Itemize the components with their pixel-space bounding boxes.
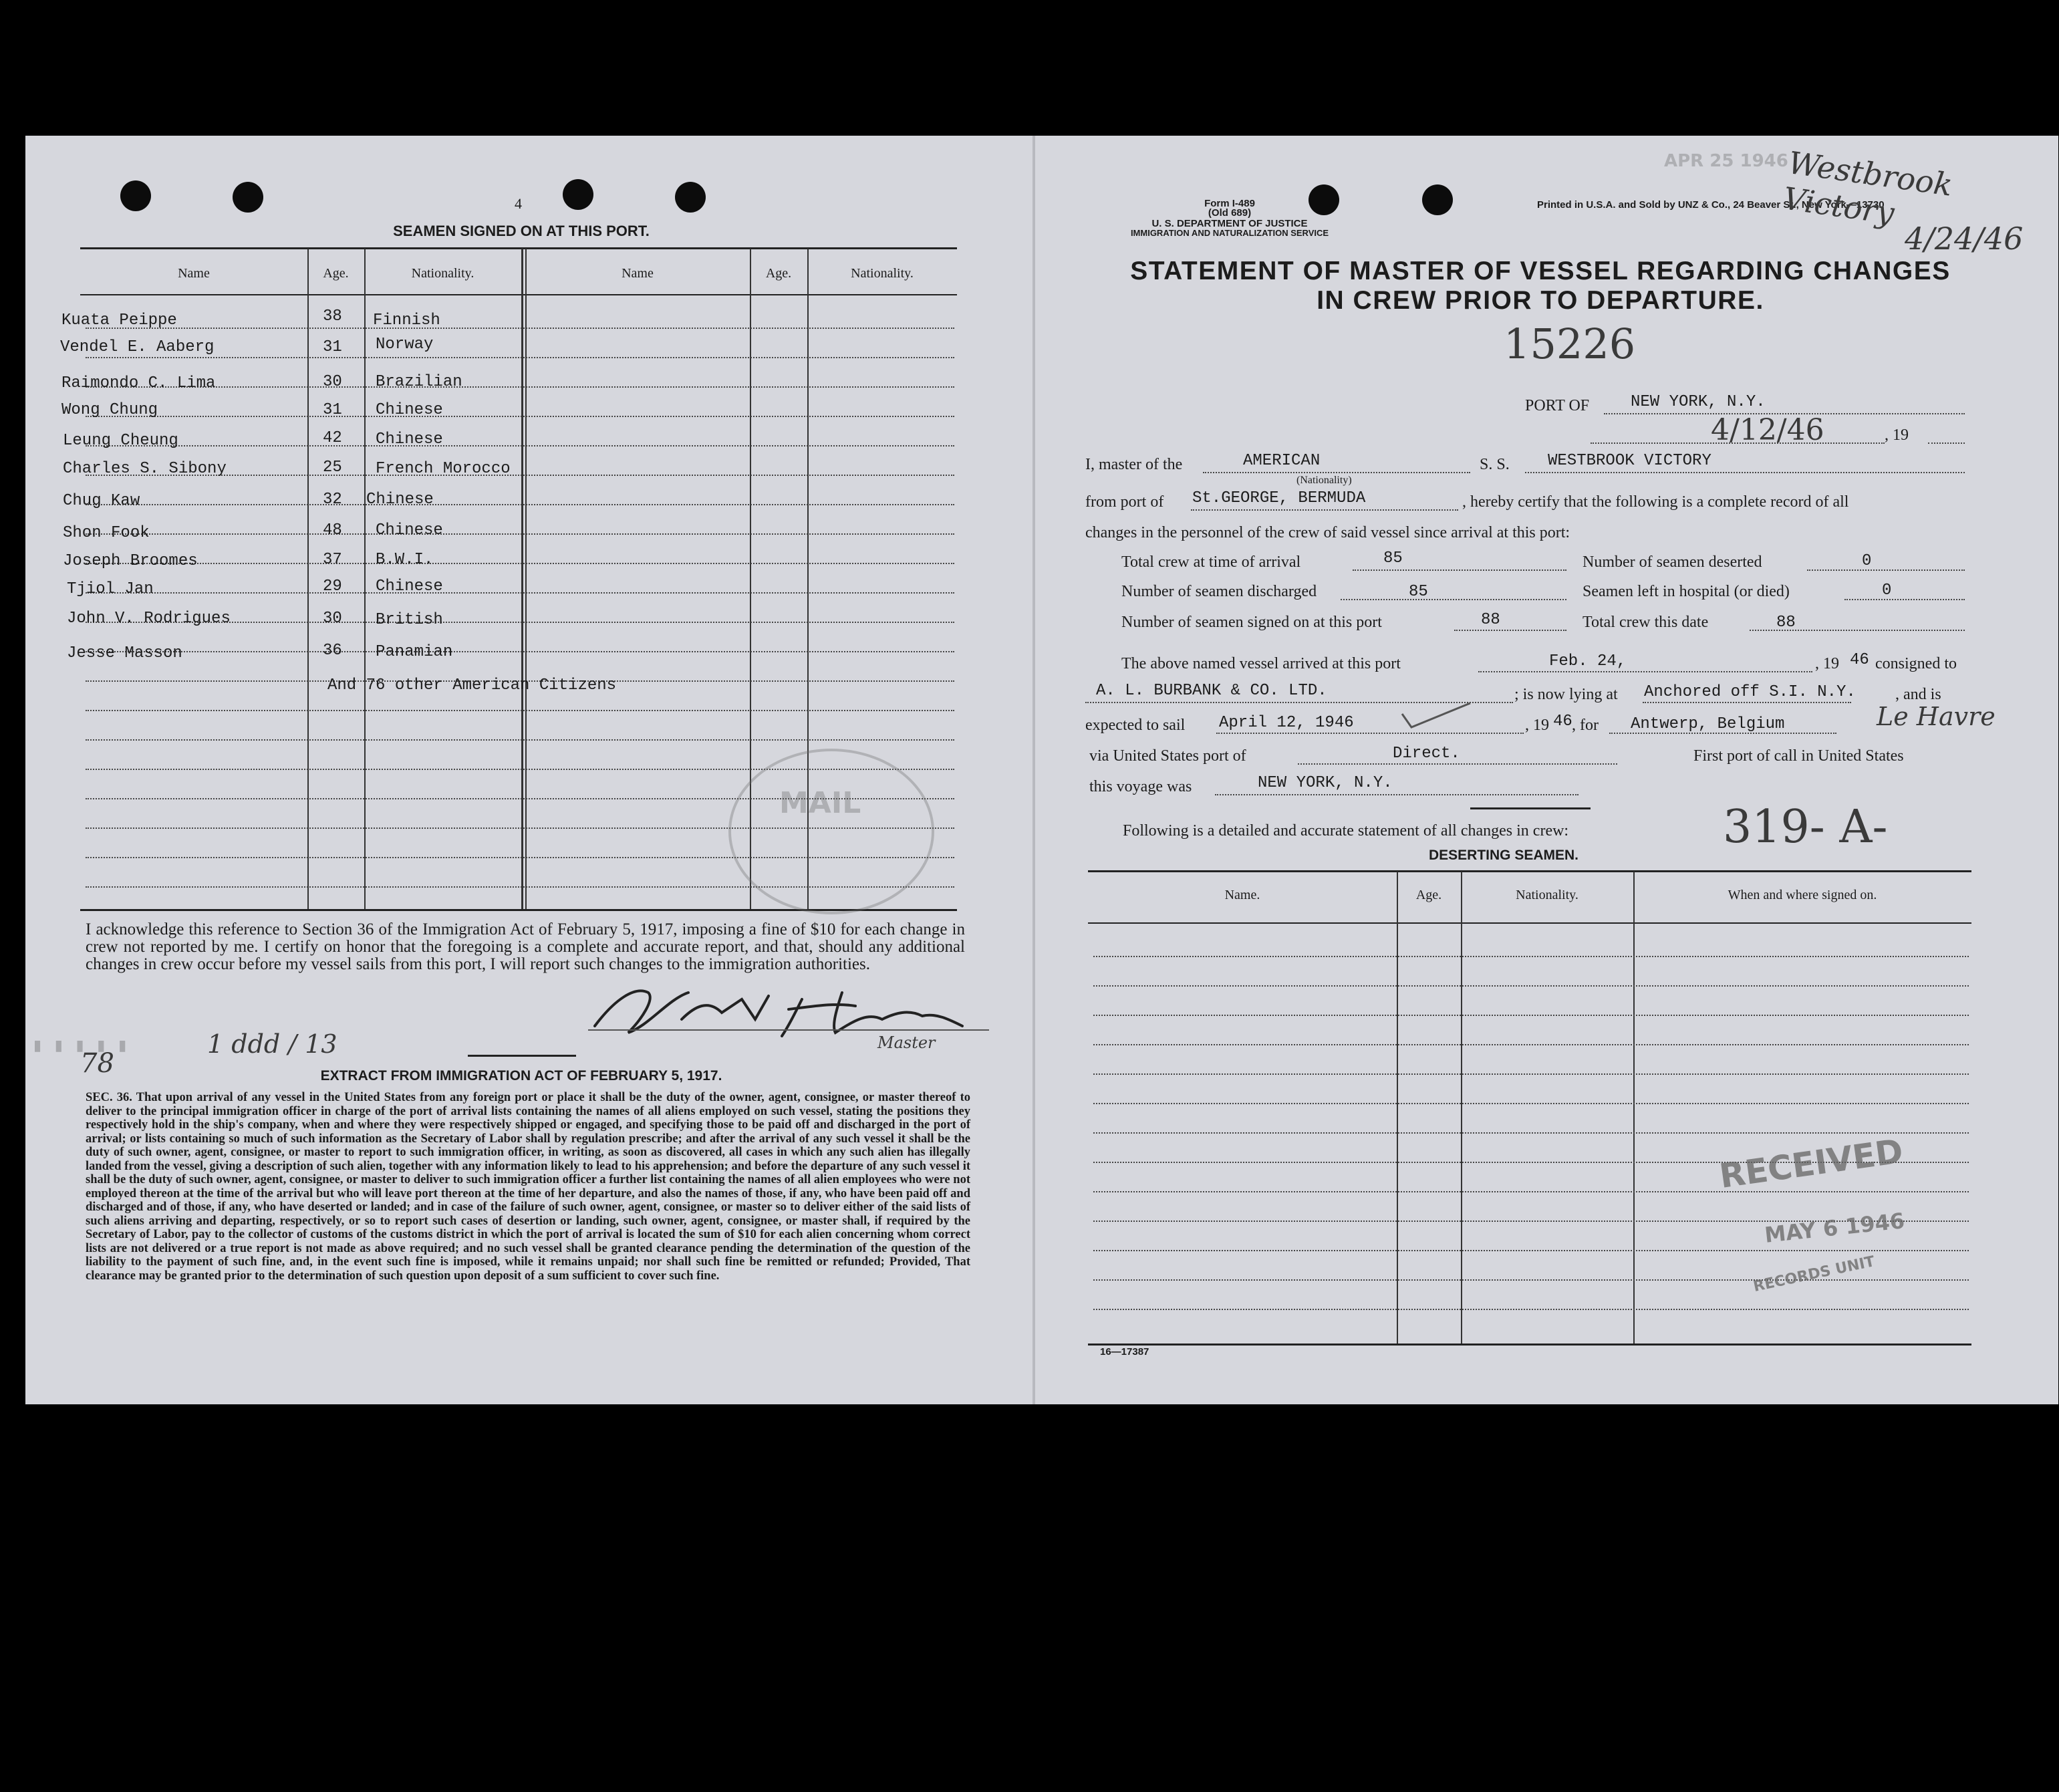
arrived-label: The above named vessel arrived at this port <box>1121 655 1401 672</box>
form-title-line2: IN CREW PRIOR TO DEPARTURE. <box>1317 286 1764 315</box>
crew-age: 48 <box>323 521 342 539</box>
port-label: PORT OF <box>1525 397 1590 414</box>
margin-handwritten-note-2: 78 <box>80 1048 114 1079</box>
crew-nationality: Chinese <box>376 578 443 596</box>
mail-stamp-text: MAIL <box>779 786 861 820</box>
signed-on-value: 88 <box>1481 611 1500 629</box>
extract-title: EXTRACT FROM IMMIGRATION ACT OF FEBRUARY 5, 1917. <box>320 1068 722 1083</box>
col-divider <box>521 249 523 909</box>
crew-name: John V. Rodrigues <box>67 610 231 628</box>
destination-value: Antwerp, Belgium <box>1631 715 1785 733</box>
acknowledgement-text: I acknowledge this reference to Section 36 of the Immigration Act of February 5, 1917, imposing a fine of $10 for each change in crew not reported by me. I certify on honor that the foregoing is a complete and accurate report, and that, should any additional changes in crew occur before my vessel sails from this port, I will report such changes to the immigration authorities. <box>86 920 965 973</box>
punch-hole <box>1422 184 1453 215</box>
crew-age: 36 <box>323 642 342 660</box>
desert-table-top <box>1088 870 1971 872</box>
desert-table-header-rule <box>1088 922 1971 924</box>
count-rule <box>1844 599 1965 600</box>
col-header-age: Age. <box>323 266 349 281</box>
extract-rule <box>468 1055 576 1057</box>
desert-col-age: Age. <box>1415 888 1442 902</box>
nationality-value: AMERICAN <box>1243 452 1321 470</box>
footer-code: 16—17387 <box>1100 1346 1149 1358</box>
margin-handwritten-note: 1 ddd / 13 <box>207 1029 337 1059</box>
crew-nationality: B.W.I. <box>376 551 434 569</box>
margin-stamp-fragment: ▮ ▮ ▮ ▮ ▮ <box>33 1037 131 1054</box>
punch-hole <box>233 182 263 213</box>
nationality-caption: (Nationality) <box>1296 475 1352 486</box>
page-fold <box>1033 136 1035 1404</box>
form-old-number: (Old 689) <box>1208 207 1252 219</box>
file-number: 15226 <box>1504 319 1636 368</box>
via-value: Direct. <box>1393 745 1460 763</box>
signature-rule <box>588 1029 989 1031</box>
col-header-name: Name <box>178 266 210 281</box>
ss-label: S. S. <box>1480 456 1510 473</box>
for-label: , for <box>1572 717 1599 734</box>
crew-nationality: Brazilian <box>376 373 462 391</box>
crew-nationality: Chinese <box>376 430 443 449</box>
nationality-rule <box>1203 472 1470 473</box>
count-rule <box>1454 630 1566 631</box>
department-name: U. S. DEPARTMENT OF JUSTICE <box>1151 218 1308 229</box>
date-suffix: , 19 <box>1885 426 1909 444</box>
changes-text: changes in the personnel of the crew of said vessel since arrival at this port: <box>1085 524 1570 541</box>
deserted-label: Number of seamen deserted <box>1583 553 1762 571</box>
vessel-name: WESTBROOK VICTORY <box>1548 452 1711 470</box>
received-stamp: RECEIVED <box>1717 1132 1906 1196</box>
mail-postmark-stamp <box>728 749 934 914</box>
crew-nationality: French Morocco <box>376 460 511 478</box>
desert-col-name: Name. <box>1224 888 1260 902</box>
following-text: Following is a detailed and accurate statement of all changes in crew: <box>1123 822 1569 840</box>
crew-name: Vendel E. Aaberg <box>60 338 215 356</box>
crew-age: 30 <box>323 373 342 391</box>
crew-age: 30 <box>323 610 342 628</box>
via-rule <box>1298 763 1617 765</box>
hospital-label: Seamen left in hospital (or died) <box>1583 583 1790 600</box>
table-header-rule <box>80 294 957 295</box>
and-is-label: , and is <box>1895 686 1941 703</box>
crew-age: 38 <box>323 307 342 326</box>
count-rule <box>1353 569 1566 571</box>
punch-hole <box>563 179 593 210</box>
col-header-name-2: Name <box>622 266 654 281</box>
crew-age: 37 <box>323 551 342 569</box>
from-port-label: from port of <box>1085 493 1164 511</box>
total-crew-date-value: 88 <box>1776 614 1796 632</box>
crew-name: Joseph Broomes <box>63 552 198 570</box>
expected-year-prefix: , 19 <box>1525 717 1549 734</box>
first-port-value: NEW YORK, N.Y. <box>1258 774 1393 792</box>
from-port-rule <box>1191 509 1458 511</box>
certify-text: , hereby certify that the following is a complete record of all <box>1462 493 1849 511</box>
arrived-rule <box>1478 671 1812 672</box>
handwritten-top-date: 4/24/46 <box>1905 221 2024 257</box>
first-port-label: First port of call in United States <box>1693 747 1904 765</box>
port-value: NEW YORK, N.Y. <box>1631 393 1766 411</box>
expected-value: April 12, 1946 <box>1219 714 1354 732</box>
discharged-label: Number of seamen discharged <box>1121 583 1317 600</box>
crew-age: 32 <box>323 491 342 509</box>
crew-name: Jesse Masson <box>67 644 182 662</box>
crew-name: Shon Fook <box>63 524 150 542</box>
consignee-value: A. L. BURBANK & CO. LTD. <box>1096 682 1327 700</box>
this-voyage-label: this voyage was <box>1089 778 1192 795</box>
crew-age: 25 <box>323 459 342 477</box>
lying-rule <box>1643 702 1851 703</box>
page-number: 4 <box>515 195 522 212</box>
col-divider <box>364 249 366 909</box>
via-label: via United States port of <box>1089 747 1246 765</box>
signed-on-label: Number of seamen signed on at this port <box>1121 614 1382 631</box>
crew-name: Kuata Peippe <box>61 311 177 330</box>
section-rule <box>1470 807 1591 809</box>
crew-name: Tjiol Jan <box>67 580 154 598</box>
crew-age: 31 <box>323 338 342 356</box>
total-crew-arrival-label: Total crew at time of arrival <box>1121 553 1301 571</box>
desert-col-nationality: Nationality. <box>1516 888 1578 902</box>
crew-nationality: Finnish <box>373 311 440 330</box>
arrived-year: 46 <box>1850 651 1869 669</box>
desert-col-when-where: When and where signed on. <box>1728 888 1877 902</box>
expected-rule <box>1216 733 1524 734</box>
date-year-rule <box>1928 442 1965 444</box>
vessel-rule <box>1525 472 1965 473</box>
date-value: 4/12/46 <box>1711 413 1824 447</box>
arrived-year-prefix: , 19 <box>1815 655 1839 672</box>
crew-age: 42 <box>323 429 342 447</box>
crew-age: 29 <box>323 578 342 596</box>
crew-nationality: British <box>376 611 443 629</box>
punch-hole <box>675 182 706 213</box>
total-crew-date-label: Total crew this date <box>1583 614 1709 631</box>
crew-age: 31 <box>323 401 342 419</box>
left-page-title: SEAMEN SIGNED ON AT THIS PORT. <box>393 223 650 239</box>
desert-table-bottom <box>1088 1343 1971 1346</box>
lying-label: ; is now lying at <box>1514 686 1618 703</box>
table-top-rule <box>80 247 957 249</box>
handwritten-vessel-name: Westbrook Victory <box>1780 144 1955 232</box>
crew-nationality: Chinese <box>376 401 443 419</box>
crew-name: Chug Kaw <box>63 492 140 510</box>
col-header-age-2: Age. <box>765 266 792 281</box>
count-rule <box>1807 569 1965 571</box>
count-rule <box>1341 599 1566 600</box>
master-of-label: I, master of the <box>1085 456 1183 473</box>
crew-name: Charles S. Sibony <box>63 460 227 478</box>
deserted-value: 0 <box>1862 552 1872 570</box>
checkmark-image <box>1397 700 1477 734</box>
crew-nationality: Norway <box>376 336 434 354</box>
discharged-value: 85 <box>1409 583 1428 601</box>
consigned-label: consigned to <box>1875 655 1957 672</box>
deserting-title: DESERTING SEAMEN. <box>1428 848 1579 863</box>
desert-col-divider <box>1461 872 1462 1343</box>
crew-nationality: Chinese <box>366 491 434 509</box>
desert-col-divider <box>1633 872 1635 1343</box>
col-header-nationality: Nationality. <box>411 266 474 281</box>
form-title-line1: STATEMENT OF MASTER OF VESSEL REGARDING CHANGES <box>1130 257 1951 285</box>
crew-nationality: Chinese <box>376 521 443 539</box>
expected-label: expected to sail <box>1085 717 1186 734</box>
crew-name: Raimondo C. Lima <box>61 374 216 392</box>
arrived-value: Feb. 24, <box>1549 652 1627 670</box>
from-port-value: St.GEORGE, BERMUDA <box>1192 489 1366 507</box>
punch-hole <box>120 180 151 211</box>
handwritten-code: 319- A- <box>1723 801 1888 854</box>
destination-handwritten: Le Havre <box>1877 702 1996 731</box>
lying-value: Anchored off S.I. N.Y. <box>1644 683 1856 701</box>
crew-nationality: Panamian <box>376 643 453 661</box>
col-header-nationality-2: Nationality. <box>851 266 914 281</box>
records-unit-stamp: RECORDS UNIT <box>1752 1253 1877 1295</box>
crew-extra-line: And 76 other American Citizens <box>327 676 617 694</box>
received-date-stamp: MAY 6 1946 <box>1763 1208 1906 1248</box>
form-number: Form I-489 <box>1204 198 1255 209</box>
hospital-value: 0 <box>1882 582 1892 600</box>
col-divider <box>307 249 309 909</box>
expected-year: 46 <box>1553 713 1572 731</box>
service-name: IMMIGRATION AND NATURALIZATION SERVICE <box>1130 228 1329 238</box>
first-port-rule <box>1215 794 1578 795</box>
printer-line: Printed in U.S.A. and Sold by UNZ & Co., 24 Beaver St., New York—13730 <box>1537 199 1885 211</box>
crew-name: Leung Cheung <box>63 432 178 450</box>
total-crew-arrival-value: 85 <box>1383 549 1403 567</box>
top-date-stamp: APR 25 1946 <box>1664 151 1788 171</box>
extract-text: SEC. 36. That upon arrival of any vessel in the United States from any foreign port or place it shall be the duty of the owner, agent, consignee, or master thereof to deliver to the principal immigration officer in charge of the port of arrival lists containing the names of all aliens employed on such vessel, stating the positions they respectively hold in the ship's company, when and where they were respectively shipped or engaged, and specifying those to be paid off and discharged in the port of arrival; or lists containing so much of such information as the Secretary of Labor shall by regulation prescribe; and after the arrival of any such vessel it shall be the duty of such owner, agent, consignee, or master to report to such immigration officer, in writing, as soon as discovered, all cases in which any such alien has illegally landed from the vessel, giving a description of such alien, together with any information likely to lead to his apprehension; and before the departure of any such vessel it shall be the duty of such owner, agent, consignee, or master to deliver to such immigration officer a further list containing the names of all alien employees who were not employed thereon at the time of the arrival but who will leave port thereon at the time of her departure, and also the names of those, if any, who have been paid off and discharged and of those, if any, who have deserted or landed; and in case of the failure of such owner, agent, consignee, or master so to deliver either of the said lists of such aliens arriving and departing, respectively, or so to report such cases of desertion or landing, such owner, agent, consignee, or master shall, if required by the Secretary of Labor, pay to the collector of customs of the customs district in which the port of arrival is located the sum of $10 for each alien concerning whom correct lists are not delivered or a true report is not made as above required; and no such vessel shall be granted clearance pending the determination of the question of the liability to the payment of such fine, and, in the event such fine is imposed, while it remains unpaid; nor shall such fine be remitted or refunded; Provided, That clearance may be granted prior to the determination of such question upon deposit of a sum sufficient to cover such fine. <box>86 1091 970 1283</box>
master-label: Master <box>877 1033 936 1052</box>
desert-col-divider <box>1397 872 1398 1343</box>
col-divider <box>525 249 527 909</box>
crew-name: Wong Chung <box>61 401 158 419</box>
